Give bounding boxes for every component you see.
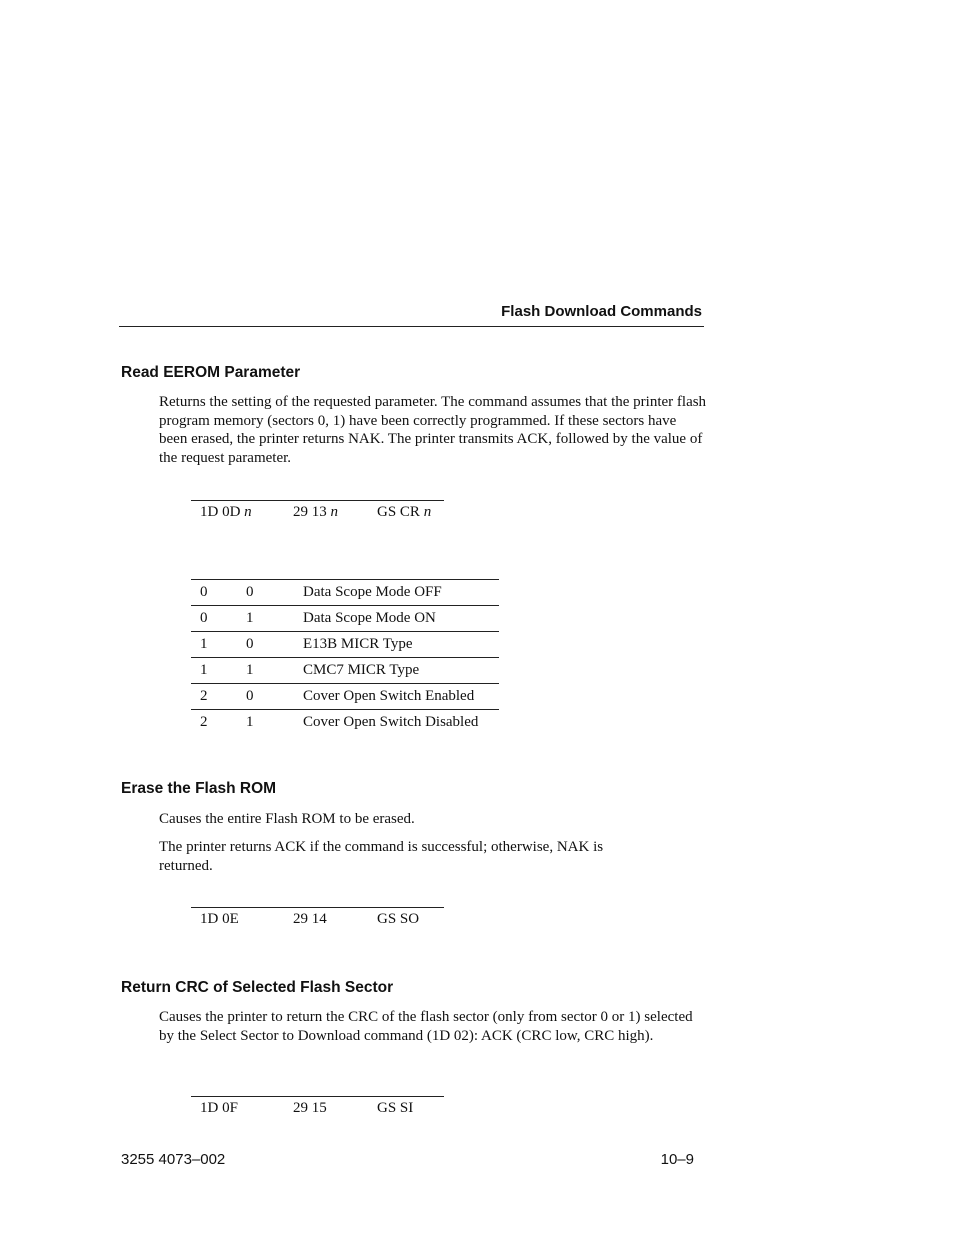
command-table-read-eerom [191, 500, 444, 531]
table-row: 1 1 CMC7 MICR Type [191, 657, 499, 683]
table-row: 0 0 Data Scope Mode OFF [191, 579, 499, 605]
command-decimal: 29 15 [293, 1100, 327, 1116]
table-row: 0 1 Data Scope Mode ON [191, 605, 499, 631]
command-decimal: 29 13 n [293, 504, 338, 520]
table-row: 1 0 E13B MICR Type [191, 631, 499, 657]
footer-page-number: 10–9 [660, 1151, 694, 1168]
section-title-erase-flash: Erase the Flash ROM [121, 780, 277, 797]
command-table-return-crc [191, 1096, 444, 1127]
parameter-table [191, 579, 499, 735]
command-table-erase-flash [191, 907, 444, 938]
command-ascii: GS SI [377, 1100, 414, 1116]
running-head: Flash Download Commands [501, 303, 702, 320]
header-rule [119, 326, 704, 327]
section-title-return-crc: Return CRC of Selected Flash Sector [121, 979, 394, 996]
section-body-read-eerom: Returns the setting of the requested parameter. The command assumes that the printer flash program memory (sectors 0, 1) have been correctly programmed. If these sectors have been erased, the printer returns NAK. The printer transmits ACK, followed by the value of the request parameter. [159, 394, 707, 467]
command-ascii: GS SO [377, 911, 420, 927]
section-body-return-crc: Causes the printer to return the CRC of the flash sector (only from sector 0 or 1) selected by the Select Sector to Download command (1D 02): ACK (CRC low, CRC high). [159, 1009, 693, 1044]
table-row: 2 1 Cover Open Switch Disabled [191, 709, 499, 735]
table-row: 2 0 Cover Open Switch Enabled [191, 683, 499, 709]
command-hex: 1D 0E [200, 911, 239, 927]
section-body-erase-flash-1: Causes the entire Flash ROM to be erased. [159, 811, 415, 827]
section-title-read-eerom: Read EEROM Parameter [121, 364, 301, 381]
command-hex: 1D 0D n [200, 504, 252, 520]
command-hex: 1D 0F [200, 1100, 238, 1116]
command-ascii: GS CR n [377, 504, 432, 520]
footer-doc-number: 3255 4073–002 [121, 1151, 226, 1168]
command-decimal: 29 14 [293, 911, 327, 927]
section-body-erase-flash-2: The printer returns ACK if the command is successful; otherwise, NAK is returned. [159, 839, 604, 874]
